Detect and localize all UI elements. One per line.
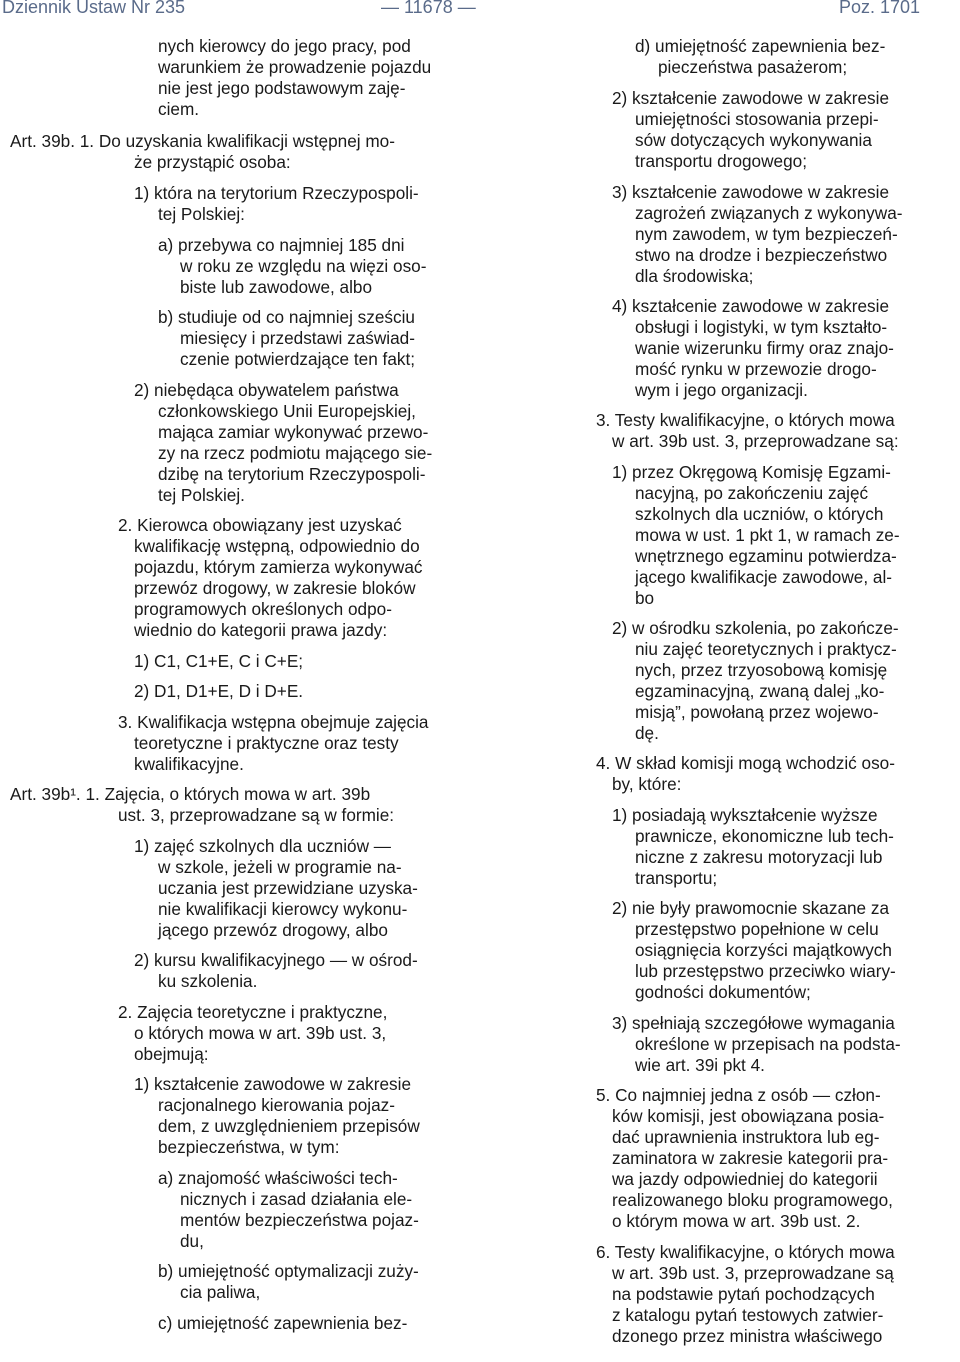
journal-title: Dziennik Ustaw Nr 235 (2, 0, 186, 17)
left-text-line: biste lub zawodowe, albo (180, 277, 373, 297)
left-text-line: 2) niebędąca obywatelem państwa (134, 380, 399, 400)
left-text-line: jącego przewóz drogowy, albo (158, 920, 388, 940)
left-text-line: 2. Zajęcia teoretyczne i praktyczne, (118, 1002, 388, 1022)
right-text-line: mowa w ust. 1 pkt 1, w ramach ze- (635, 525, 900, 545)
page-header (0, 0, 960, 40)
right-text-line: wa jazdy odpowiedniej do kategorii (612, 1169, 878, 1189)
right-text-line: dę. (635, 723, 659, 743)
left-text-line: że przystąpić osoba: (134, 152, 291, 172)
right-text-line: nacyjną, po zakończeniu zajęć (635, 483, 869, 503)
left-text-line: tej Polskiej: (158, 204, 245, 224)
left-text-line: nie kwalifikacji kierowcy wykonu- (158, 899, 408, 919)
right-text-line: bo (635, 588, 655, 608)
right-text-line: 3) kształcenie zawodowe w zakresie (612, 182, 890, 202)
left-text-line: programowych określonych odpo- (134, 599, 392, 619)
right-text-line: przestępstwo popełnione w celu (635, 919, 879, 939)
right-text-line: dać uprawnienia instruktora lub eg- (612, 1127, 880, 1147)
left-text-line: a) przebywa co najmniej 185 dni (158, 235, 405, 255)
left-text-line: przewóz drogowy, w zakresie bloków (134, 578, 416, 598)
right-text-line: 2) w ośrodku szkolenia, po zakończe- (612, 618, 899, 638)
right-text-line: by, które: (612, 774, 682, 794)
left-text-line: 2) kursu kwalifikacyjnego — w ośrod- (134, 950, 418, 970)
left-text-line: kwalifikacyjne. (134, 754, 244, 774)
right-text-line: niu zajęć teoretycznych i praktycz- (635, 639, 897, 659)
right-text-line: 3. Testy kwalifikacyjne, o których mowa (596, 410, 895, 430)
left-text-line: 1) kształcenie zawodowe w zakresie (134, 1074, 412, 1094)
right-text-line: 1) posiadają wykształcenie wyższe (612, 805, 878, 825)
right-text-line: transportu; (635, 868, 718, 888)
left-text-line: tej Polskiej. (158, 485, 245, 505)
left-text-line: teoretyczne i praktyczne oraz testy (134, 733, 399, 753)
left-text-line: w szkole, jeżeli w programie na- (158, 857, 402, 877)
right-text-line: sów dotyczących wykonywania (635, 130, 872, 150)
left-text-line: 2. Kierowca obowiązany jest uzyskać (118, 515, 402, 535)
right-text-line: jącego kwalifikacje zawodowe, al- (635, 567, 892, 587)
left-text-line: mentów bezpieczeństwa pojaz- (180, 1210, 419, 1230)
right-text-line: pieczeństwa pasażerom; (658, 57, 848, 77)
left-text-line: pojazdu, którym zamierza wykonywać (134, 557, 423, 577)
left-text-line: ku szkolenia. (158, 971, 258, 991)
right-text-line: w art. 39b ust. 3, przeprowadzane są (612, 1263, 894, 1283)
left-text-line: ust. 3, przeprowadzane są w formie: (118, 805, 395, 825)
left-text-line: b) umiejętność optymalizacji zuży- (158, 1261, 419, 1281)
right-text-line: ków komisji, jest obowiązana posia- (612, 1106, 885, 1126)
right-text-line: misją”, powołaną przez wojewo- (635, 702, 879, 722)
right-text-line: d) umiejętność zapewnienia bez- (635, 36, 886, 56)
right-text-line: obsługi i logistyki, w tym kształto- (635, 317, 888, 337)
left-text-line: mająca zamiar wykonywać przewo- (158, 422, 429, 442)
page-number: — 11678 — (381, 0, 476, 17)
left-text-line: nie jest jego podstawowym zaję- (158, 78, 406, 98)
right-text-line: zaminatora w zakresie kategorii pra- (612, 1148, 889, 1168)
right-text-line: zagrożeń związanych z wykonywa- (635, 203, 903, 223)
left-text-line: dem, z uwzględnieniem przepisów (158, 1116, 420, 1136)
left-text-line: miesięcy i przedstawi zaświad- (180, 328, 415, 348)
position-number: Poz. 1701 (839, 0, 921, 17)
right-text-line: transportu drogowego; (635, 151, 807, 171)
right-text-line: dla środowiska; (635, 266, 754, 286)
left-text-line: 2) D1, D1+E, D i D+E. (134, 681, 304, 701)
right-text-line: prawnicze, ekonomiczne lub tech- (635, 826, 894, 846)
right-text-line: 2) kształcenie zawodowe w zakresie (612, 88, 890, 108)
right-text-line: dzonego przez ministra właściwego (612, 1326, 883, 1346)
right-text-line: określone w przepisach na podsta- (635, 1034, 901, 1054)
right-text-line: z katalogu pytań testowych zatwier- (612, 1305, 884, 1325)
right-text-line: niczne z zakresu motoryzacji lub (635, 847, 883, 867)
right-text-line: stwo na drodze i bezpieczeństwo (635, 245, 888, 265)
right-text-line: osiągnięcia korzyści majątkowych (635, 940, 892, 960)
left-text-line: Art. 39b¹. 1. Zajęcia, o których mowa w art. 39b (10, 784, 371, 804)
right-text-line: realizowanego bloku programowego, (612, 1190, 893, 1210)
left-text-line: 1) która na terytorium Rzeczypospoli- (134, 183, 419, 203)
left-text-line: bezpieczeństwa, w tym: (158, 1137, 340, 1157)
left-text-line: du, (180, 1231, 204, 1251)
left-text-line: uczania jest przewidziane uzyska- (158, 878, 418, 898)
left-text-line: 1) zajęć szkolnych dla uczniów — (134, 836, 391, 856)
right-text-line: umiejętności stosowania przepi- (635, 109, 879, 129)
right-text-line: wym i jego organizacji. (635, 380, 808, 400)
right-text-line: w art. 39b ust. 3, przeprowadzane są: (612, 431, 899, 451)
right-text-line: 6. Testy kwalifikacyjne, o których mowa (596, 1242, 895, 1262)
left-text-line: 1) C1, C1+E, C i C+E; (134, 651, 304, 671)
left-text-line: nicznych i zasad działania ele- (180, 1189, 413, 1209)
right-text-line: 4) kształcenie zawodowe w zakresie (612, 296, 890, 316)
left-text-line: w roku ze względu na więzi oso- (180, 256, 427, 276)
right-text-line: o którym mowa w art. 39b ust. 2. (612, 1211, 861, 1231)
right-text-line: 4. W skład komisji mogą wchodzić oso- (596, 753, 895, 773)
left-text-line: czenie potwierdzające ten fakt; (180, 349, 416, 369)
left-text-line: racjonalnego kierowania pojaz- (158, 1095, 395, 1115)
right-text-line: godności dokumentów; (635, 982, 811, 1002)
left-text-line: dzibę na terytorium Rzeczypospoli- (158, 464, 426, 484)
right-text-line: egzaminacyjną, zwaną dalej „ko- (635, 681, 885, 701)
left-text-line: b) studiuje od co najmniej sześciu (158, 307, 415, 327)
right-text-line: wanie wizerunku firmy oraz znajo- (635, 338, 894, 358)
left-text-line: c) umiejętność zapewnienia bez- (158, 1313, 408, 1333)
left-text-line: kwalifikację wstępną, odpowiednio do (134, 536, 420, 556)
left-text-line: 3. Kwalifikacja wstępna obejmuje zajęcia (118, 712, 429, 732)
left-text-line: nych kierowcy do jego pracy, pod (158, 36, 411, 56)
right-text-line: nych, przez trzyosobową komisję (635, 660, 888, 680)
left-text-line: a) znajomość właściwości tech- (158, 1168, 398, 1188)
right-text-line: wnętrznego egzaminu potwierdza- (635, 546, 897, 566)
left-text-line: cia paliwa, (180, 1282, 261, 1302)
right-text-line: 2) nie były prawomocnie skazane za (612, 898, 890, 918)
right-text-line: nym zawodem, w tym bezpieczeń- (635, 224, 898, 244)
left-text-line: wiednio do kategorii prawa jazdy: (134, 620, 388, 640)
left-text-line: zy na rzecz podmiotu mającego sie- (158, 443, 433, 463)
right-text-line: 5. Co najmniej jedna z osób — człon- (596, 1085, 881, 1105)
left-text-line: Art. 39b. 1. Do uzyskania kwalifikacji wstępnej mo- (10, 131, 395, 151)
left-text-line: o których mowa w art. 39b ust. 3, (134, 1023, 387, 1043)
right-text-line: wie art. 39i pkt 4. (635, 1055, 765, 1075)
right-text-line: 1) przez Okręgową Komisję Egzami- (612, 462, 891, 482)
right-text-line: na podstawie pytań pochodzących (612, 1284, 875, 1304)
right-text-line: szkolnych dla uczniów, o których (635, 504, 884, 524)
left-text-line: ciem. (158, 99, 200, 119)
left-text-line: warunkiem że prowadzenie pojazdu (158, 57, 432, 77)
left-text-line: członkowskiego Unii Europejskiej, (158, 401, 416, 421)
right-text-line: lub przestępstwo przeciwko wiary- (635, 961, 896, 981)
right-text-line: 3) spełniają szczegółowe wymagania (612, 1013, 895, 1033)
left-text-line: obejmują: (134, 1044, 209, 1064)
right-text-line: mość rynku w przewozie drogo- (635, 359, 877, 379)
